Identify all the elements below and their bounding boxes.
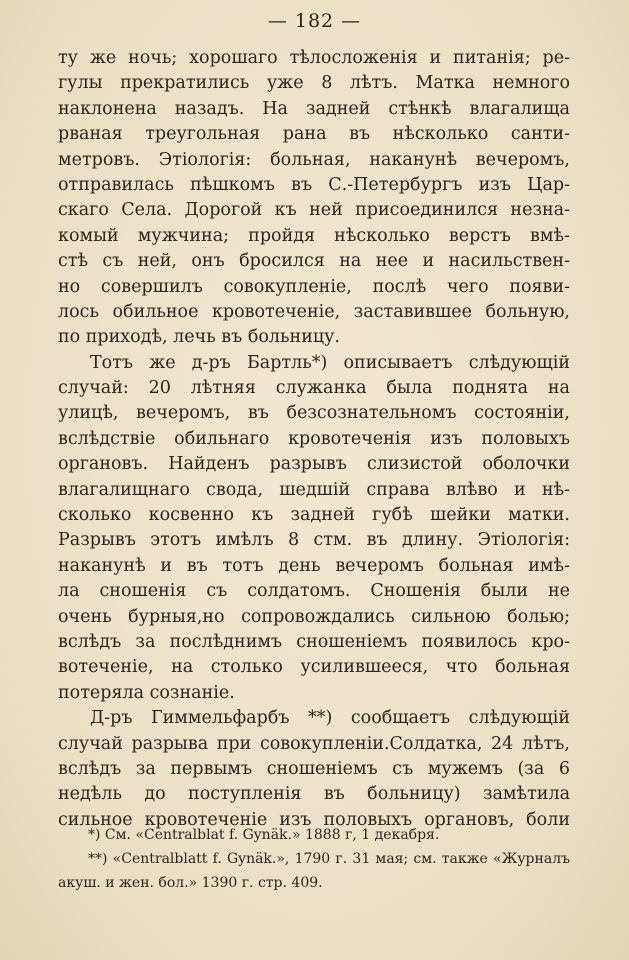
text-line: лось обильное кровотеченіе, заставившее больную,	[58, 301, 570, 322]
text-line: стѣ съ ней, онъ бросился на нее и насильствен-	[58, 251, 570, 272]
footnote: *) См. «Centralblat f. Gynäk.» 1888 г, 1 декабря.	[88, 827, 440, 843]
text-line: ла сношенія съ солдатомъ. Сношенія были не	[58, 581, 570, 602]
text-line: скаго Села. Дорогой къ ней присоединился незна-	[58, 200, 570, 221]
text-line: улицѣ, вечеромъ, въ безсознательномъ состояніи,	[58, 403, 570, 424]
text-line: вслѣдствіе обильнаго кровотеченія изъ половыхъ	[58, 428, 570, 449]
text-line: сильное кровотеченіе изъ половыхъ органовъ, боли	[58, 809, 570, 830]
text-line: Разрывъ этотъ имѣлъ 8 стм. въ длину. Этіологія:	[58, 530, 570, 551]
text-line: гулы прекратились уже 8 лѣтъ. Матка немного	[58, 73, 570, 94]
footnotes	[58, 823, 570, 895]
body-text	[58, 46, 570, 833]
text-line: наклонена назадъ. На задней стѣнкѣ влагалища	[58, 98, 570, 119]
text-line: случай: 20 лѣтняя служанка была поднята на	[58, 378, 570, 399]
footnote: **) «Centralblatt f. Gynäk.», 1790 г. 31 мая; см. также «Журналъ	[88, 851, 570, 867]
text-line: комый мужчина; пройдя нѣсколько верстъ вмѣ-	[58, 225, 570, 246]
text-line: вслѣдъ за первымъ сношеніемъ съ мужемъ (за 6	[58, 758, 570, 779]
text-line: метровъ. Этіологія: больная, наканунѣ вечеромъ,	[58, 149, 570, 170]
text-line: но совершилъ совокупленіе, послѣ чего появи-	[58, 276, 570, 297]
text-line: сколько косвенно къ задней губѣ шейки матки.	[58, 505, 570, 526]
text-line: по приходѣ, лечь въ больницу.	[58, 327, 340, 348]
text-line: рваная треугольная рана въ нѣсколько санти-	[58, 124, 570, 145]
text-line: очень бурныя,но сопровождались сильною болью;	[58, 606, 570, 627]
text-line: вотеченіе, на столько усилившееся, что больная	[58, 657, 570, 678]
text-line: отправилась пѣшкомъ въ С.-Петербургъ изъ Цар-	[58, 174, 570, 195]
text-line: недѣль до поступленія въ больницу) замѣтила	[58, 784, 570, 805]
paragraph-start-line: Тотъ же д-ръ Бартль*) описываетъ слѣдующій	[90, 352, 570, 373]
page-number: — 182 —	[267, 10, 362, 32]
paragraph-start-line: Д-ръ Гиммельфарбъ **) сообщаетъ слѣдующій	[90, 708, 570, 729]
text-line: влагалищнаго свода, шедшій справа влѣво и нѣ-	[58, 479, 570, 500]
text-line: вслѣдъ за послѣднимъ сношеніемъ появилось кро-	[58, 631, 570, 652]
text-line: случай разрыва при совокупленіи.Солдатка, 24 лѣтъ,	[58, 733, 570, 754]
text-line: потеряла сознаніе.	[58, 682, 235, 703]
text-line: ту же ночь; хорошаго тѣлосложенія и питанія; ре-	[58, 48, 570, 68]
footnote-continuation: акуш. и жен. бол.» 1390 г. стр. 409.	[58, 875, 323, 891]
text-line: наканунѣ и въ тотъ день вечеромъ больная имѣ-	[58, 555, 570, 576]
text-line: органовъ. Найденъ разрывъ слизистой оболочки	[58, 454, 570, 475]
